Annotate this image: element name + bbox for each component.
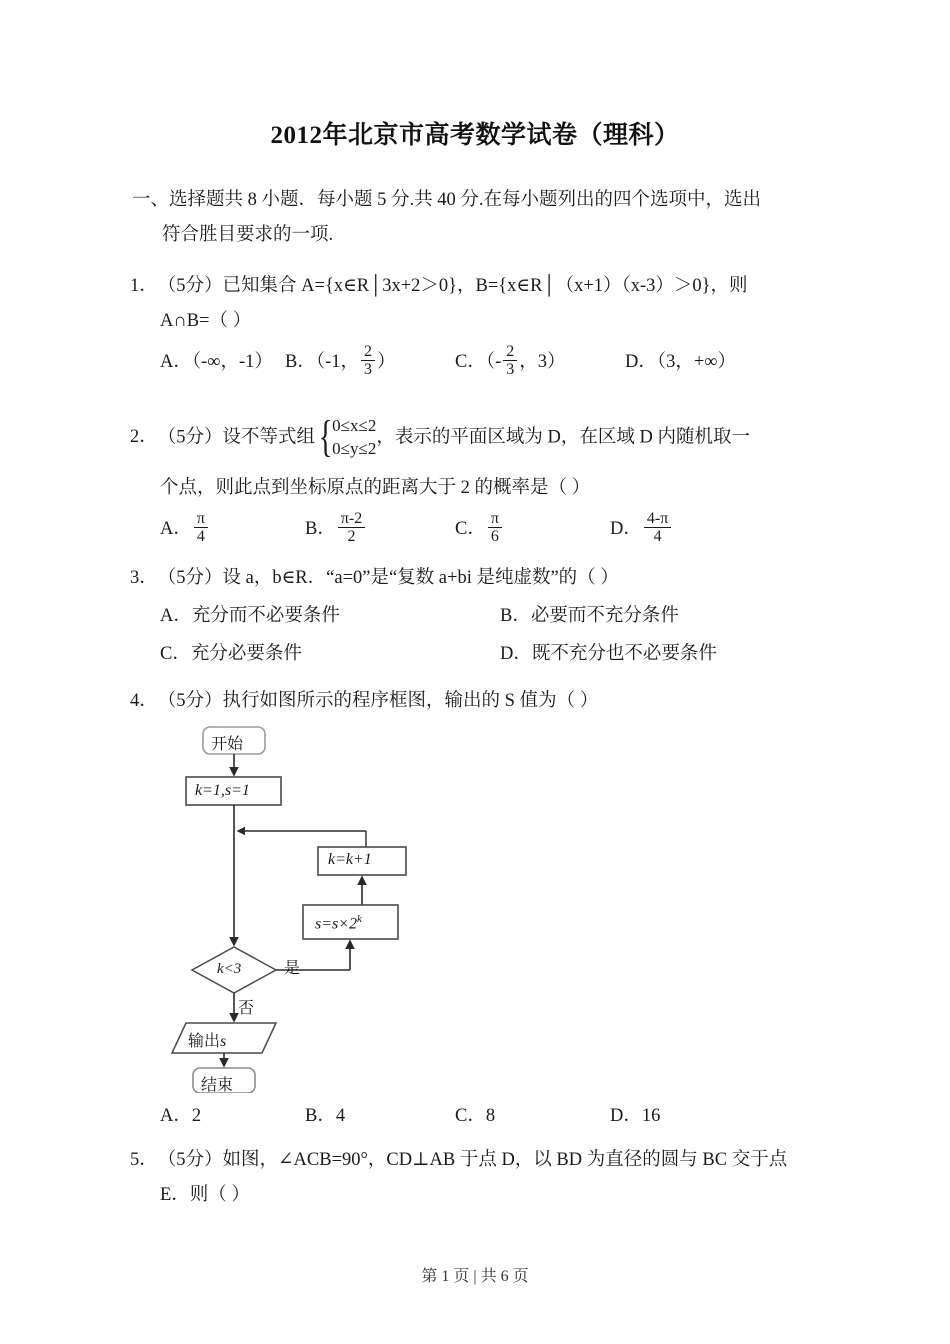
question-4-stem-line-1: 执行如图所示的程序框图，输出的 S 值为（ ） bbox=[222, 691, 599, 712]
option-2-a[interactable] bbox=[160, 509, 305, 548]
page-footer: 第 1 页 | 共 6 页 bbox=[421, 1268, 529, 1285]
option-2-b-fraction: $\frac{\pi‑2}{2}$ bbox=[338, 510, 365, 546]
question-2-stem-line-2: 个点，则此点到坐标原点的距离大于 2 的概率是（ ） bbox=[160, 477, 591, 498]
option-3-b-text: 必要而不充分条件 bbox=[530, 606, 679, 627]
option-1-c-fraction: $\frac{2}{3}$ bbox=[503, 343, 517, 379]
flow-no-label: 否 bbox=[238, 1000, 255, 1018]
question-3-options-row-2 bbox=[130, 636, 820, 672]
option-2-c-fraction: $\frac{\pi}{6}$ bbox=[488, 510, 502, 546]
program-flowchart bbox=[158, 723, 518, 1093]
question-1-stem-line-2: A∩B=（ ） bbox=[160, 311, 252, 331]
flow-accumulate-label: $s=s\times 2^k$ bbox=[315, 913, 362, 933]
option-1-a-label: A． bbox=[160, 352, 192, 372]
option-3-a-label: A． bbox=[160, 606, 192, 627]
option-4-c[interactable] bbox=[455, 1099, 610, 1133]
option-3-c-text: 充分必要条件 bbox=[190, 644, 302, 665]
option-3-a[interactable] bbox=[160, 598, 500, 634]
option-4-a-text: 2 bbox=[191, 1106, 202, 1127]
option-2-d[interactable] bbox=[610, 509, 673, 548]
question-1-number: 1． bbox=[130, 276, 158, 296]
question-3-number: 3． bbox=[130, 568, 158, 589]
option-1-a[interactable] bbox=[160, 345, 285, 381]
flow-decision-label: k<3 bbox=[217, 961, 242, 978]
option-1-c-text-pre: （‑ bbox=[485, 352, 502, 373]
option-2-b-label: B． bbox=[305, 518, 336, 539]
question-2 bbox=[130, 411, 820, 506]
option-4-d-label: D． bbox=[610, 1106, 642, 1127]
option-2-a-fraction: $\frac{\pi}{4}$ bbox=[194, 510, 208, 546]
question-2-number: 2． bbox=[130, 426, 158, 447]
question-2-options bbox=[130, 509, 820, 548]
question-2-score: （5分） bbox=[157, 426, 223, 447]
flow-increment-label: k=k+1 bbox=[328, 851, 372, 869]
option-1-d[interactable] bbox=[625, 345, 736, 381]
question-2-system bbox=[315, 411, 377, 461]
option-3-b-label: B． bbox=[500, 606, 531, 627]
question-3-options-row-1 bbox=[130, 598, 820, 634]
question-5-score: （5分） bbox=[157, 1150, 223, 1171]
option-4-c-label: C． bbox=[455, 1106, 486, 1127]
question-5-number: 5． bbox=[130, 1150, 158, 1171]
option-2-d-label: D． bbox=[610, 518, 642, 539]
instruction-line-2: 符合胜目要求的一项. bbox=[162, 225, 334, 245]
option-1-d-label: D． bbox=[625, 352, 657, 372]
option-2-b[interactable] bbox=[305, 509, 455, 548]
option-3-c[interactable] bbox=[160, 636, 500, 672]
section-instruction bbox=[130, 183, 820, 253]
question-1-score: （5分） bbox=[157, 276, 223, 296]
option-4-c-text: 8 bbox=[485, 1106, 496, 1127]
option-4-b-label: B． bbox=[305, 1106, 336, 1127]
option-1-c-text-post: ，3） bbox=[519, 352, 566, 373]
left-brace: { bbox=[318, 411, 333, 461]
question-1-options bbox=[130, 345, 820, 381]
option-3-c-label: C． bbox=[160, 644, 191, 665]
option-1-c-label: C． bbox=[455, 352, 486, 373]
system-row-2: 0≤y≤2 bbox=[332, 438, 377, 458]
option-1-a-text: （‑∞，‑1） bbox=[191, 352, 273, 372]
page-title: 2012年北京市高考数学试卷（理科） bbox=[270, 122, 680, 149]
question-2-stem-post: ，表示的平面区域为 D，在区域 D 内随机取一 bbox=[376, 426, 750, 447]
option-2-a-label: A． bbox=[160, 518, 192, 539]
flow-output-label: 输出s bbox=[188, 1033, 227, 1051]
question-2-stem-pre: 设不等式组 bbox=[222, 426, 316, 447]
question-3-stem-line-1: 设 a，b∈R．“a=0”是“复数 a+bi 是纯虚数”的（ ） bbox=[222, 568, 619, 589]
option-1-b-label: B． bbox=[285, 352, 316, 373]
question-5 bbox=[130, 1143, 820, 1213]
option-2-c[interactable] bbox=[455, 509, 610, 548]
option-3-d[interactable] bbox=[500, 636, 717, 672]
option-4-d[interactable] bbox=[610, 1099, 660, 1133]
question-4-number: 4． bbox=[130, 691, 158, 712]
question-1 bbox=[130, 269, 820, 339]
option-3-d-label: D． bbox=[500, 644, 532, 665]
option-4-a[interactable] bbox=[160, 1099, 305, 1133]
option-2-d-fraction: $\frac{4‑\pi}{4}$ bbox=[644, 510, 671, 546]
option-3-d-text: 既不充分也不必要条件 bbox=[531, 644, 717, 665]
option-4-d-text: 16 bbox=[641, 1106, 661, 1127]
question-4-options bbox=[130, 1099, 820, 1133]
option-4-a-label: A． bbox=[160, 1106, 192, 1127]
system-row-1: 0≤x≤2 bbox=[332, 415, 377, 435]
flow-yes-label: 是 bbox=[284, 960, 301, 978]
question-5-stem-line-2: E．则（ ） bbox=[160, 1185, 250, 1206]
option-1-d-text: （3，+∞） bbox=[656, 352, 736, 372]
option-3-a-text: 充分而不必要条件 bbox=[191, 606, 340, 627]
question-3-score: （5分） bbox=[157, 568, 223, 589]
option-1-c[interactable] bbox=[455, 345, 625, 381]
option-1-b[interactable] bbox=[285, 345, 455, 381]
question-4 bbox=[130, 684, 820, 719]
flow-start-label: 开始 bbox=[211, 736, 244, 754]
option-2-c-label: C． bbox=[455, 518, 486, 539]
question-4-score: （5分） bbox=[157, 691, 223, 712]
flow-end-label: 结束 bbox=[201, 1077, 234, 1095]
question-3 bbox=[130, 561, 820, 596]
flow-init-label: k=1,s=1 bbox=[195, 782, 250, 800]
instruction-line-1: 一、选择题共 8 小题．每小题 5 分.共 40 分.在每小题列出的四个选项中，选出 bbox=[132, 190, 762, 210]
option-1-b-fraction: $\frac{2}{3}$ bbox=[361, 343, 375, 379]
question-5-stem-line-1: 如图，∠ACB=90°，CD⊥AB 于点 D，以 BD 为直径的圆与 BC 交于点 bbox=[222, 1150, 788, 1171]
option-1-b-text-post: ） bbox=[377, 352, 396, 373]
option-4-b-text: 4 bbox=[335, 1106, 346, 1127]
option-3-b[interactable] bbox=[500, 598, 679, 634]
option-4-b[interactable] bbox=[305, 1099, 455, 1133]
option-1-b-text-pre: （‑1， bbox=[315, 352, 360, 373]
question-1-stem-line-1: 已知集合 A={x∈R│3x+2＞0}，B={x∈R│（x+1）（x‑3）＞0}，则 bbox=[222, 276, 748, 296]
